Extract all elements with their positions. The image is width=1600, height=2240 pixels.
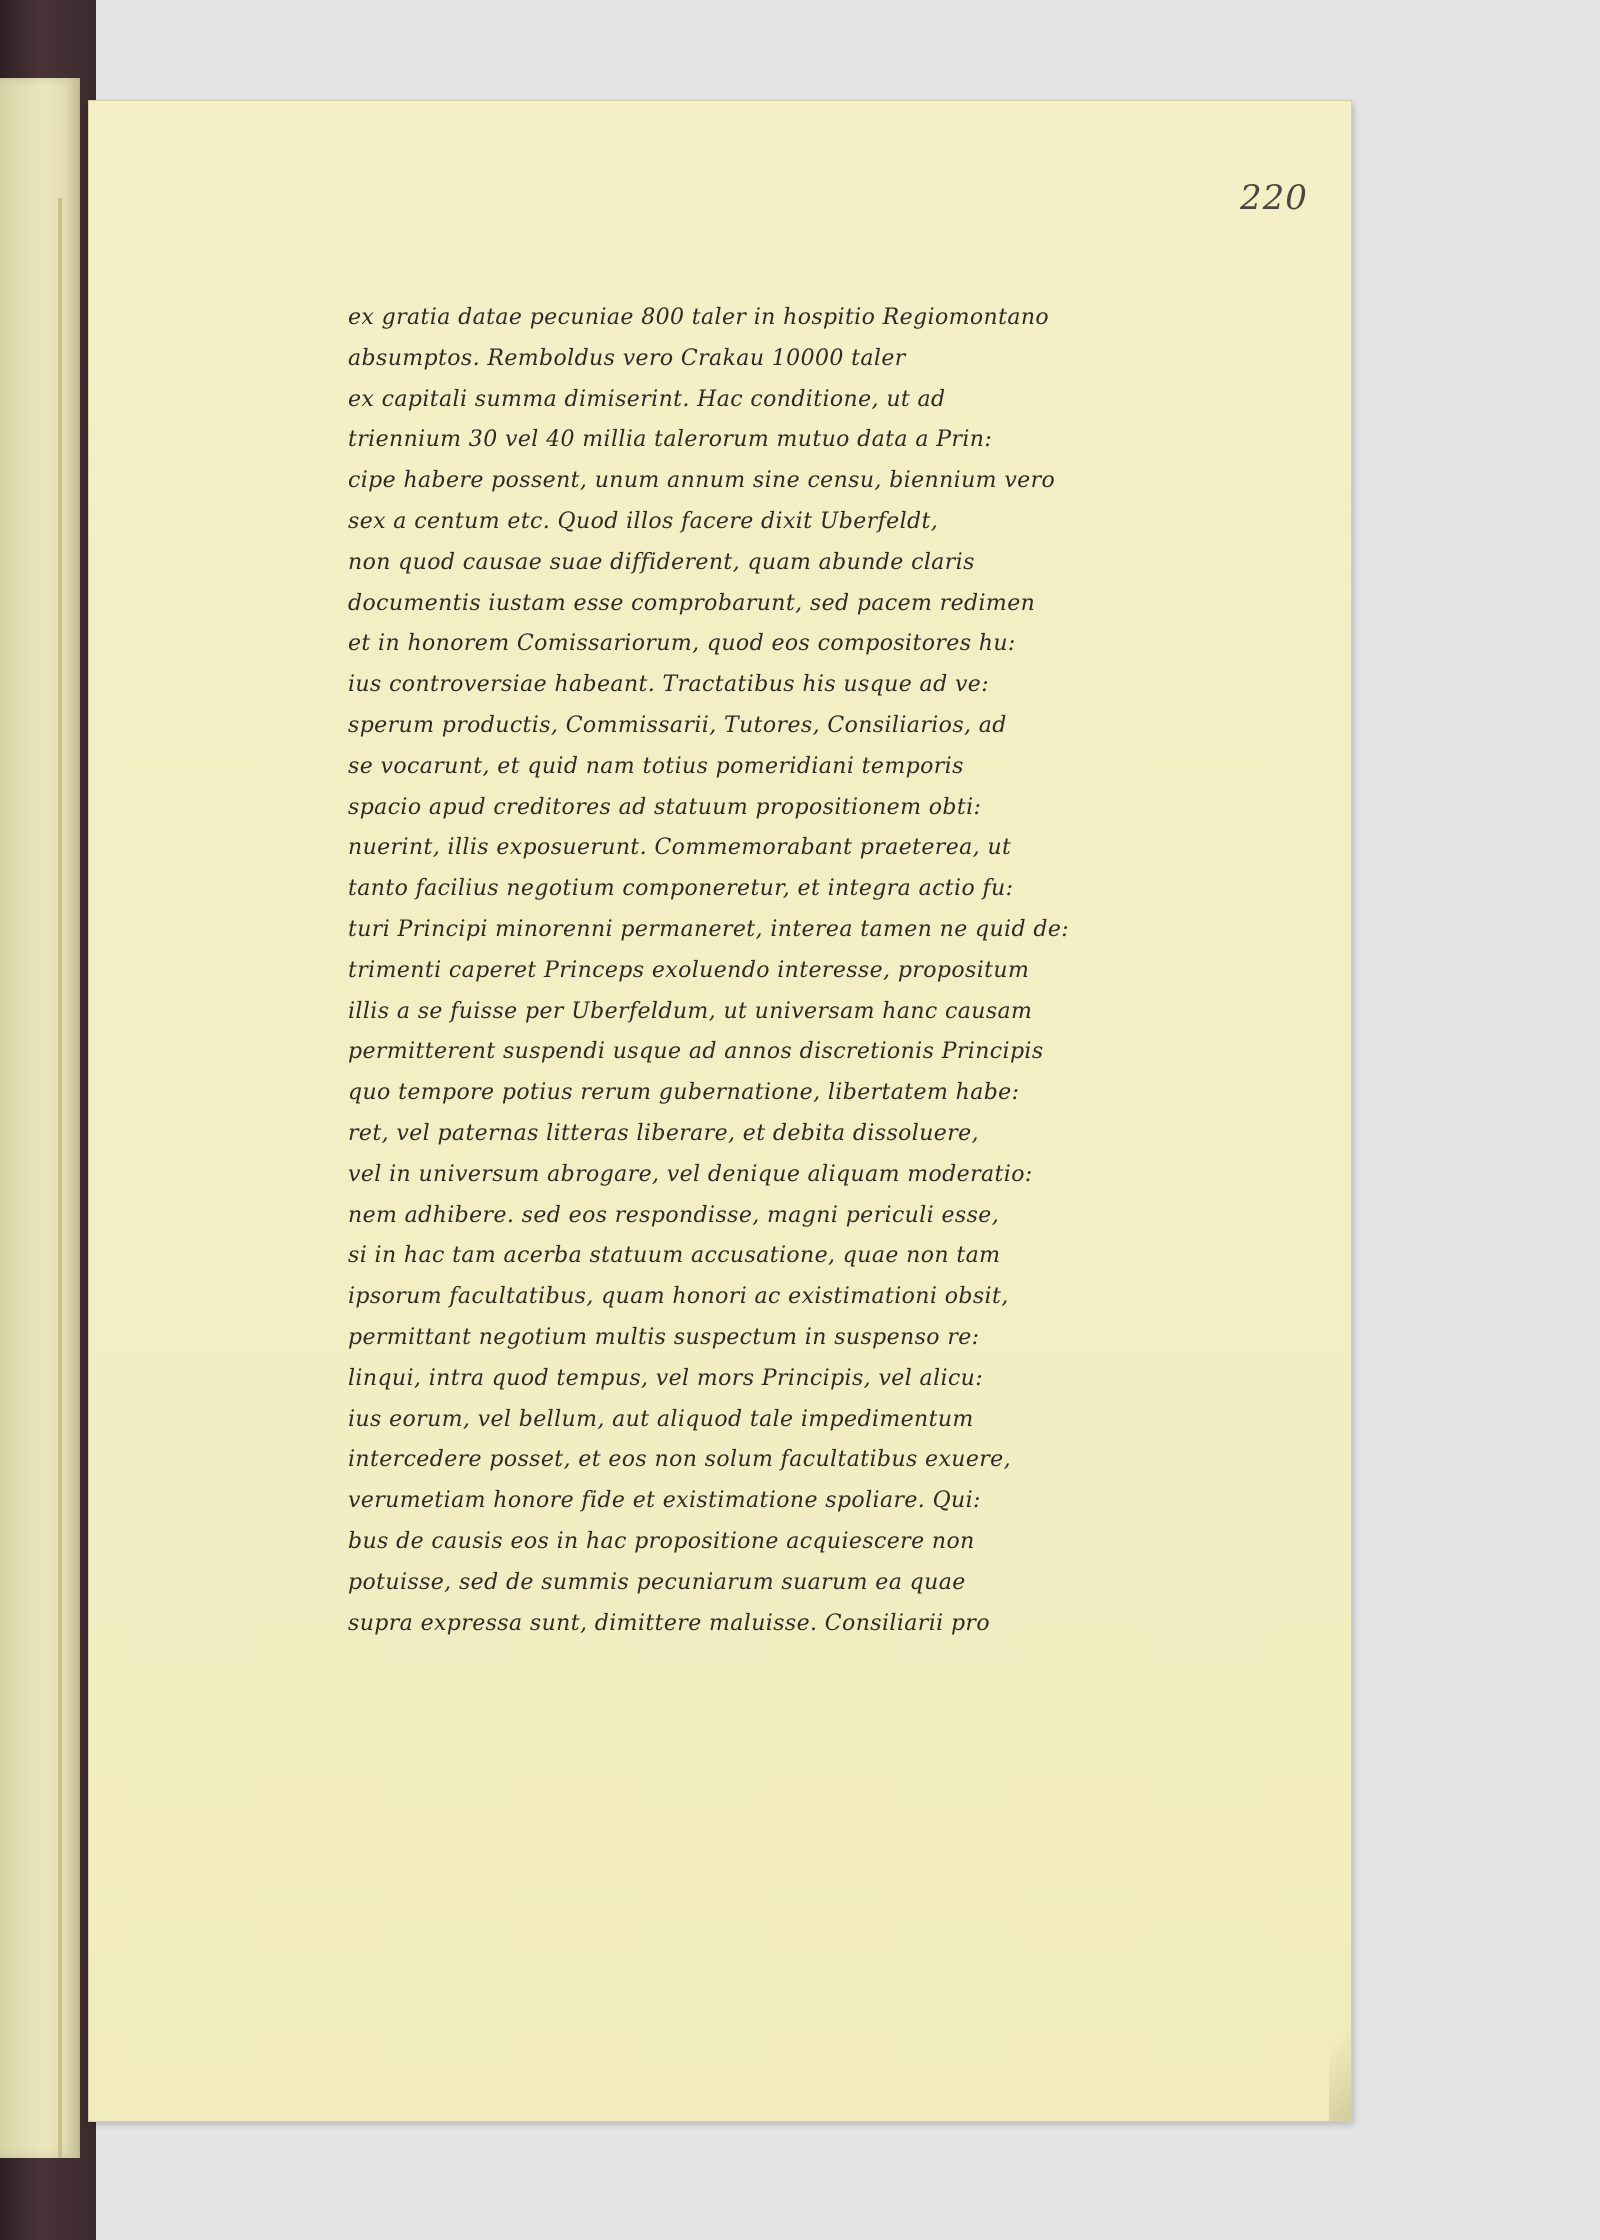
manuscript-line: et in honorem Comissariorum, quod eos compositores hu: xyxy=(348,631,1016,657)
manuscript-line: quo tempore potius rerum gubernatione, libertatem habe: xyxy=(348,1080,1020,1106)
manuscript-line: ex gratia datae pecuniae 800 taler in hospitio Regiomontano xyxy=(348,305,1050,330)
manuscript-line: trimenti caperet Princeps exoluendo interesse, propositum xyxy=(348,957,1030,983)
manuscript-line: nuerint, illis exposuerunt. Commemorabant praeterea, ut xyxy=(348,835,1012,861)
manuscript-line: ipsorum facultatibus, quam honori ac existimationi obsit, xyxy=(348,1284,1009,1310)
page-gutter xyxy=(58,198,62,2158)
manuscript-text xyxy=(348,298,1188,1644)
manuscript-line: supra expressa sunt, dimittere maluisse. Consiliarii pro xyxy=(348,1610,990,1636)
manuscript-line: illis a se fuisse per Uberfeldum, ut universam hanc causam xyxy=(348,998,1033,1024)
manuscript-line: potuisse, sed de summis pecuniarum suarum ea quae xyxy=(348,1569,966,1595)
manuscript-line: tanto facilius negotium componeretur, et integra actio fu: xyxy=(348,876,1014,902)
manuscript-line: sperum productis, Commissarii, Tutores, Consiliarios, ad xyxy=(348,712,1007,738)
manuscript-line: ius controversiae habeant. Tractatibus his usque ad ve: xyxy=(348,672,990,698)
folio-number: 220 xyxy=(1240,178,1308,218)
manuscript-line: linqui, intra quod tempus, vel mors Principis, vel alicu: xyxy=(348,1365,984,1391)
manuscript-line: absumptos. Remboldus vero Crakau 10000 taler xyxy=(348,345,906,371)
manuscript-line: permittant negotium multis suspectum in suspenso re: xyxy=(348,1324,980,1350)
manuscript-line: verumetiam honore fide et existimatione spoliare. Qui: xyxy=(348,1488,981,1514)
manuscript-line: cipe habere possent, unum annum sine censu, biennium vero xyxy=(348,468,1056,494)
left-page-edge xyxy=(0,78,80,2158)
manuscript-line: spacio apud creditores ad statuum propositionem obti: xyxy=(348,794,982,820)
manuscript-line: intercedere posset, et eos non solum facultatibus exuere, xyxy=(348,1447,1011,1473)
manuscript-line: se vocarunt, et quid nam totius pomeridiani temporis xyxy=(348,753,964,779)
manuscript-line: bus de causis eos in hac propositione acquiescere non xyxy=(348,1528,975,1554)
manuscript-line: ex capitali summa dimiserint. Hac conditione, ut ad xyxy=(348,386,946,412)
manuscript-line: sex a centum etc. Quod illos facere dixit Uberfeldt, xyxy=(348,508,939,534)
manuscript-line: documentis iustam esse comprobarunt, sed pacem redimen xyxy=(348,590,1036,616)
manuscript-line: nem adhibere. sed eos respondisse, magni periculi esse, xyxy=(348,1202,1000,1228)
manuscript-line: si in hac tam acerba statuum accusatione, quae non tam xyxy=(348,1243,1001,1269)
manuscript-line: ius eorum, vel bellum, aut aliquod tale impedimentum xyxy=(348,1406,974,1432)
manuscript-line: non quod causae suae diffiderent, quam abunde claris xyxy=(348,549,975,575)
manuscript-line: turi Principi minorenni permaneret, interea tamen ne quid de: xyxy=(348,916,1070,942)
manuscript-line: ret, vel paternas litteras liberare, et debita dissoluere, xyxy=(348,1120,979,1146)
manuscript-line: triennium 30 vel 40 millia talerorum mutuo data a Prin: xyxy=(348,427,993,453)
manuscript-line: vel in universum abrogare, vel denique aliquam moderatio: xyxy=(348,1161,1033,1187)
manuscript-line: permitterent suspendi usque ad annos discretionis Principis xyxy=(348,1039,1044,1065)
